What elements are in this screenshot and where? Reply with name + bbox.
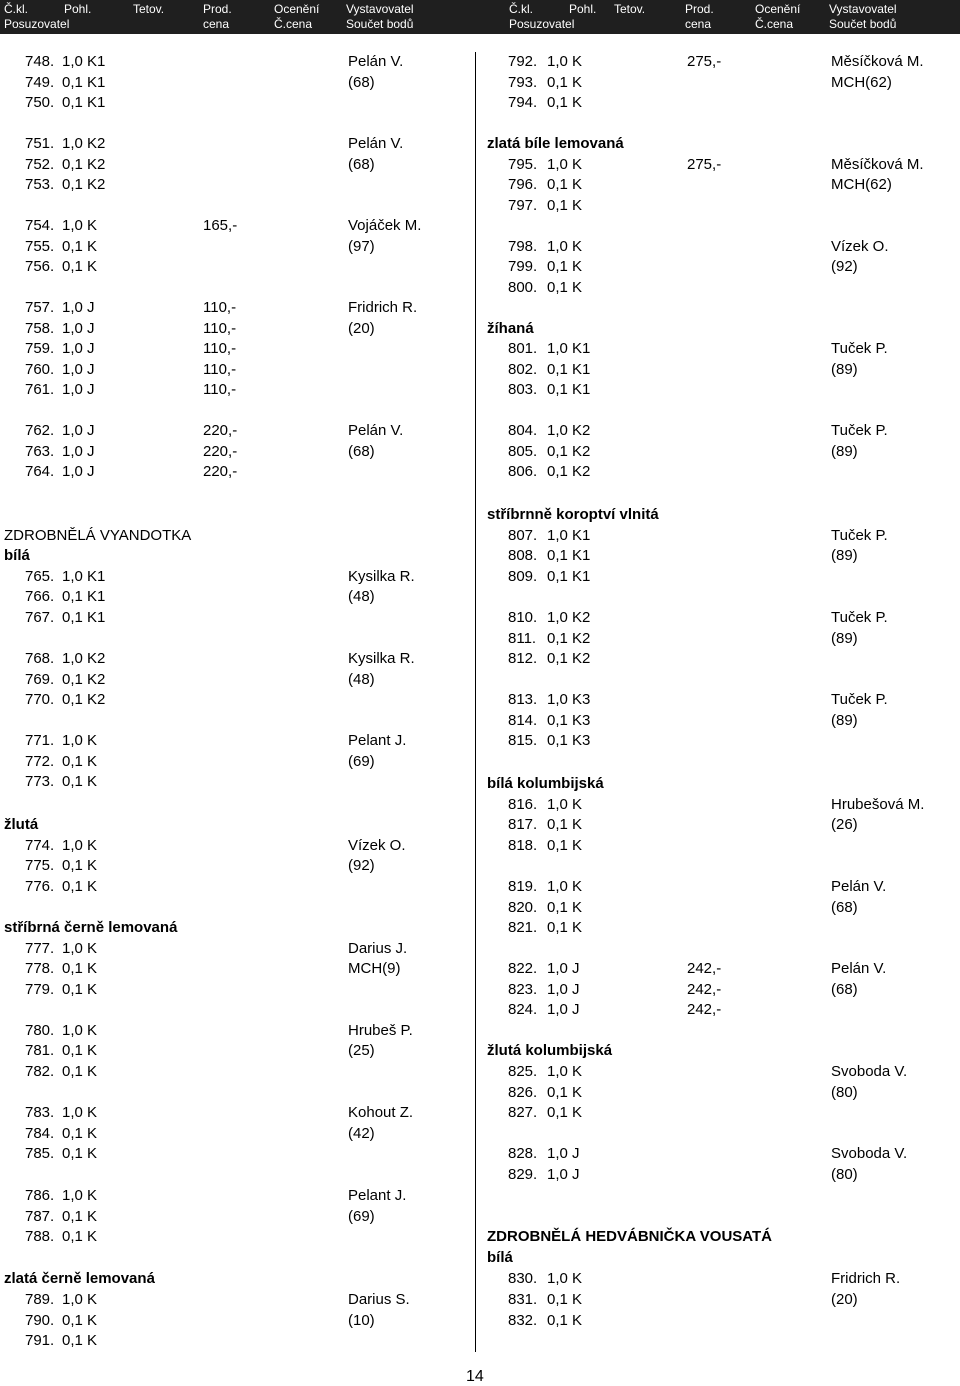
exhibitor-name: (48) (348, 588, 375, 605)
cage-number: 823. (508, 981, 538, 998)
sex-class: 1,0 K1 (62, 568, 106, 585)
exhibitor-name: Kysilka R. (348, 650, 415, 667)
sale-price: 242,- (687, 960, 722, 977)
cage-number: 751. (25, 135, 55, 152)
sex-class: 0,1 K (62, 1125, 98, 1142)
exhibitor-name: Pelán V. (348, 422, 404, 439)
section-heading: žlutá kolumbijská (487, 1042, 613, 1059)
sex-class: 0,1 K2 (547, 630, 591, 647)
cage-number: 811. (508, 630, 537, 647)
exhibitor-name: MCH(62) (831, 74, 892, 91)
sex-class: 0,1 K (62, 1228, 98, 1245)
section-heading: stříbrná černě lemovaná (4, 919, 178, 936)
sex-class: 0,1 K (62, 238, 98, 255)
exhibitor-name: Svoboda V. (831, 1145, 908, 1162)
cage-number: 759. (25, 340, 55, 357)
cage-number: 816. (508, 796, 538, 813)
exhibitor-name: Měsíčková M. (831, 156, 924, 173)
column-divider (475, 52, 476, 1352)
cage-number: 817. (508, 816, 538, 833)
cage-number: 771. (25, 732, 55, 749)
cage-number: 827. (508, 1104, 538, 1121)
sex-class: 1,0 K (547, 53, 583, 70)
exhibitor-name: Tuček P. (831, 691, 888, 708)
exhibitor-name: Tuček P. (831, 609, 888, 626)
sex-class: 0,1 K (547, 279, 583, 296)
cage-number: 762. (25, 422, 55, 439)
exhibitor-name: Vízek O. (831, 238, 889, 255)
sex-class: 1,0 J (62, 443, 95, 460)
header-label: Ocenění (274, 2, 320, 16)
cage-number: 749. (25, 74, 55, 91)
cage-number: 776. (25, 878, 55, 895)
section-heading: bílá kolumbijská (487, 775, 604, 792)
sex-class: 0,1 K (62, 1145, 98, 1162)
cage-number: 828. (508, 1145, 538, 1162)
cage-number: 820. (508, 899, 538, 916)
exhibitor-name: Kysilka R. (348, 568, 415, 585)
exhibitor-name: Pelán V. (831, 960, 887, 977)
sex-class: 0,1 K (62, 960, 98, 977)
cage-number: 753. (25, 176, 55, 193)
sex-class: 0,1 K3 (547, 732, 591, 749)
exhibitor-name: Tuček P. (831, 340, 888, 357)
exhibitor-name: (69) (348, 753, 375, 770)
exhibitor-name: Pelán V. (348, 135, 404, 152)
cage-number: 785. (25, 1145, 55, 1162)
sex-class: 0,1 K2 (62, 691, 106, 708)
exhibitor-name: Kohout Z. (348, 1104, 414, 1121)
sex-class: 1,0 J (62, 320, 95, 337)
sex-class: 0,1 K (547, 197, 583, 214)
section-heading: zlatá černě lemovaná (4, 1270, 155, 1287)
exhibitor-name: (68) (348, 156, 375, 173)
header-label: Tetov. (614, 2, 646, 16)
header-label: Č.kl. (4, 2, 28, 16)
exhibitor-name: (20) (348, 320, 375, 337)
cage-number: 831. (508, 1291, 538, 1308)
sex-class: 1,0 K (62, 217, 98, 234)
cage-number: 810. (508, 609, 538, 626)
sex-class: 1,0 K (547, 878, 583, 895)
sex-class: 0,1 K1 (547, 568, 591, 585)
sale-price: 275,- (687, 156, 722, 173)
page-number: 14 (466, 1368, 484, 1385)
section-heading: stříbrnně koroptví vlnitá (487, 506, 659, 523)
sex-class: 1,0 K2 (547, 422, 591, 439)
cage-number: 813. (508, 691, 538, 708)
cage-number: 798. (508, 238, 538, 255)
exhibitor-name: Pelán V. (348, 53, 404, 70)
cage-number: 799. (508, 258, 538, 275)
cage-number: 766. (25, 588, 55, 605)
exhibitor-name: (92) (831, 258, 858, 275)
cage-number: 797. (508, 197, 538, 214)
sex-class: 1,0 J (547, 981, 580, 998)
cage-number: 789. (25, 1291, 55, 1308)
column-header-bar (0, 0, 960, 34)
sale-price: 110,- (203, 340, 237, 357)
exhibitor-name: (89) (831, 712, 858, 729)
cage-number: 781. (25, 1042, 55, 1059)
sex-class: 1,0 K (62, 1291, 98, 1308)
header-label: Ocenění (755, 2, 801, 16)
sex-class: 1,0 K (62, 1022, 98, 1039)
exhibitor-name: MCH(62) (831, 176, 892, 193)
header-label: cena (685, 17, 712, 31)
header-label: Vystavovatel (829, 2, 897, 16)
sale-price: 242,- (687, 1001, 722, 1018)
header-label: Součet bodů (346, 17, 414, 31)
exhibitor-name: (89) (831, 547, 858, 564)
cage-number: 777. (25, 940, 55, 957)
sex-class: 0,1 K (547, 1104, 583, 1121)
exhibitor-name: Vízek O. (348, 837, 406, 854)
sex-class: 1,0 J (547, 1145, 580, 1162)
sex-class: 0,1 K (62, 857, 98, 874)
sex-class: 1,0 J (62, 340, 95, 357)
cage-number: 764. (25, 463, 55, 480)
section-heading: ZDROBNĚLÁ HEDVÁBNIČKA VOUSATÁ (487, 1228, 772, 1245)
cage-number: 814. (508, 712, 538, 729)
cage-number: 822. (508, 960, 538, 977)
cage-number: 830. (508, 1270, 538, 1287)
cage-number: 824. (508, 1001, 538, 1018)
exhibitor-name: Darius S. (348, 1291, 410, 1308)
cage-number: 757. (25, 299, 55, 316)
cage-number: 752. (25, 156, 55, 173)
cage-number: 760. (25, 361, 55, 378)
cage-number: 812. (508, 650, 538, 667)
cage-number: 826. (508, 1084, 538, 1101)
sex-class: 0,1 K2 (547, 650, 591, 667)
exhibitor-name: (89) (831, 443, 858, 460)
sex-class: 1,0 K1 (547, 527, 591, 544)
cage-number: 779. (25, 981, 55, 998)
sex-class: 1,0 K2 (547, 609, 591, 626)
cage-number: 773. (25, 773, 55, 790)
sex-class: 1,0 K (547, 238, 583, 255)
cage-number: 782. (25, 1063, 55, 1080)
sex-class: 0,1 K (547, 1084, 583, 1101)
exhibitor-name: (48) (348, 671, 375, 688)
sex-class: 0,1 K (547, 816, 583, 833)
exhibitor-name: Pelán V. (831, 878, 887, 895)
cage-number: 800. (508, 279, 538, 296)
cage-number: 825. (508, 1063, 538, 1080)
sex-class: 0,1 K (62, 753, 98, 770)
sex-class: 1,0 K (547, 156, 583, 173)
sex-class: 1,0 K2 (62, 135, 106, 152)
sex-class: 1,0 K (62, 732, 98, 749)
header-label: cena (203, 17, 230, 31)
sex-class: 1,0 K (547, 796, 583, 813)
cage-number: 758. (25, 320, 55, 337)
sex-class: 1,0 J (62, 361, 95, 378)
cage-number: 795. (508, 156, 538, 173)
exhibitor-name: Fridrich R. (831, 1270, 901, 1287)
sex-class: 0,1 K3 (547, 712, 591, 729)
sex-class: 1,0 K (547, 1063, 583, 1080)
cage-number: 784. (25, 1125, 55, 1142)
header-label: Pohl. (569, 2, 597, 16)
cage-number: 791. (25, 1332, 55, 1349)
exhibitor-name: (68) (348, 443, 375, 460)
cage-number: 808. (508, 547, 538, 564)
cage-number: 792. (508, 53, 538, 70)
cage-number: 807. (508, 527, 538, 544)
cage-number: 756. (25, 258, 55, 275)
sex-class: 0,1 K (62, 1312, 98, 1329)
cage-number: 772. (25, 753, 55, 770)
sex-class: 0,1 K1 (62, 609, 106, 626)
sale-price: 110,- (203, 361, 237, 378)
sex-class: 0,1 K (547, 919, 583, 936)
sale-price: 110,- (203, 320, 237, 337)
sex-class: 1,0 K1 (547, 340, 591, 357)
header-label: Č.cena (274, 17, 313, 31)
exhibitor-name: Svoboda V. (831, 1063, 908, 1080)
sex-class: 1,0 J (62, 463, 95, 480)
sex-class: 0,1 K (547, 74, 583, 91)
section-heading: ZDROBNĚLÁ VYANDOTKA (4, 527, 192, 544)
cage-number: 768. (25, 650, 55, 667)
header-label: Č.kl. (509, 2, 533, 16)
exhibitor-name: Fridrich R. (348, 299, 418, 316)
cage-number: 748. (25, 53, 55, 70)
sale-price: 242,- (687, 981, 722, 998)
cage-number: 829. (508, 1166, 538, 1183)
exhibitor-name: (69) (348, 1208, 375, 1225)
cage-number: 788. (25, 1228, 55, 1245)
sex-class: 0,1 K (62, 981, 98, 998)
exhibitor-name: (10) (348, 1312, 375, 1329)
exhibitor-name: Tuček P. (831, 527, 888, 544)
sex-class: 0,1 K2 (62, 671, 106, 688)
sex-class: 0,1 K (62, 878, 98, 895)
sex-class: 0,1 K (62, 1042, 98, 1059)
sex-class: 0,1 K (547, 258, 583, 275)
section-heading: bílá (487, 1249, 513, 1266)
sex-class: 0,1 K (547, 94, 583, 111)
sex-class: 1,0 J (547, 960, 580, 977)
cage-number: 804. (508, 422, 538, 439)
exhibitor-name: Tuček P. (831, 422, 888, 439)
exhibitor-name: (68) (348, 74, 375, 91)
sex-class: 1,0 J (547, 1166, 580, 1183)
sale-price: 220,- (203, 422, 238, 439)
sex-class: 1,0 J (62, 381, 95, 398)
cage-number: 832. (508, 1312, 538, 1329)
sex-class: 1,0 J (62, 299, 95, 316)
sex-class: 0,1 K1 (547, 361, 591, 378)
exhibitor-name: Vojáček M. (348, 217, 422, 234)
section-heading: žlutá (4, 816, 39, 833)
exhibitor-name: (97) (348, 238, 375, 255)
exhibitor-name: (89) (831, 630, 858, 647)
sex-class: 0,1 K (62, 1332, 98, 1349)
sex-class: 0,1 K (62, 1063, 98, 1080)
cage-number: 774. (25, 837, 55, 854)
sex-class: 0,1 K2 (62, 176, 106, 193)
sex-class: 0,1 K2 (547, 463, 591, 480)
cage-number: 763. (25, 443, 55, 460)
cage-number: 818. (508, 837, 538, 854)
sex-class: 0,1 K2 (62, 156, 106, 173)
sex-class: 0,1 K (547, 176, 583, 193)
exhibitor-name: Pelant J. (348, 1187, 407, 1204)
exhibitor-name: (20) (831, 1291, 858, 1308)
section-heading: bílá (4, 547, 30, 564)
cage-number: 819. (508, 878, 538, 895)
exhibitor-name: (89) (831, 361, 858, 378)
sale-price: 275,- (687, 53, 722, 70)
exhibitor-name: Darius J. (348, 940, 408, 957)
sex-class: 0,1 K2 (547, 443, 591, 460)
exhibitor-name: Měsíčková M. (831, 53, 924, 70)
cage-number: 780. (25, 1022, 55, 1039)
section-heading: žíhaná (487, 320, 534, 337)
exhibitor-name: (80) (831, 1166, 858, 1183)
sale-price: 220,- (203, 443, 238, 460)
sale-price: 165,- (203, 217, 238, 234)
sex-class: 1,0 K3 (547, 691, 591, 708)
section-heading: zlatá bíle lemovaná (487, 135, 624, 152)
sex-class: 1,0 K1 (62, 53, 106, 70)
sex-class: 1,0 J (62, 422, 95, 439)
sex-class: 0,1 K1 (62, 74, 106, 91)
header-label: Prod. (203, 2, 232, 16)
exhibitor-name: (42) (348, 1125, 375, 1142)
header-label: Součet bodů (829, 17, 897, 31)
cage-number: 778. (25, 960, 55, 977)
cage-number: 793. (508, 74, 538, 91)
exhibitor-name: (80) (831, 1084, 858, 1101)
header-label: Tetov. (133, 2, 165, 16)
cage-number: 806. (508, 463, 538, 480)
exhibitor-name: (92) (348, 857, 375, 874)
sex-class: 0,1 K1 (547, 381, 591, 398)
sex-class: 1,0 K (62, 1104, 98, 1121)
sex-class: 0,1 K1 (547, 547, 591, 564)
exhibitor-name: Hrubeš P. (348, 1022, 413, 1039)
cage-number: 794. (508, 94, 538, 111)
header-label: Vystavovatel (346, 2, 414, 16)
exhibitor-name: Pelant J. (348, 732, 407, 749)
sale-price: 220,- (203, 463, 238, 480)
cage-number: 790. (25, 1312, 55, 1329)
sex-class: 0,1 K (547, 1312, 583, 1329)
header-label: Prod. (685, 2, 714, 16)
sex-class: 1,0 K (547, 1270, 583, 1287)
sex-class: 1,0 K (62, 837, 98, 854)
cage-number: 787. (25, 1208, 55, 1225)
sale-price: 110,- (203, 381, 237, 398)
sex-class: 1,0 K (62, 1187, 98, 1204)
cage-number: 805. (508, 443, 538, 460)
exhibitor-name: (26) (831, 816, 858, 833)
header-label: Č.cena (755, 17, 794, 31)
cage-number: 783. (25, 1104, 55, 1121)
sex-class: 0,1 K (62, 773, 98, 790)
cage-number: 769. (25, 671, 55, 688)
cage-number: 796. (508, 176, 538, 193)
cage-number: 767. (25, 609, 55, 626)
sex-class: 0,1 K1 (62, 94, 106, 111)
sex-class: 0,1 K (62, 258, 98, 275)
cage-number: 765. (25, 568, 55, 585)
header-label: Posuzovatel (509, 17, 575, 31)
sex-class: 0,1 K1 (62, 588, 106, 605)
sex-class: 0,1 K (547, 1291, 583, 1308)
header-label: Posuzovatel (4, 17, 70, 31)
cage-number: 754. (25, 217, 55, 234)
header-label: Pohl. (64, 2, 92, 16)
cage-number: 750. (25, 94, 55, 111)
sex-class: 0,1 K (547, 837, 583, 854)
cage-number: 802. (508, 361, 538, 378)
cage-number: 755. (25, 238, 55, 255)
exhibitor-name: (68) (831, 981, 858, 998)
cage-number: 770. (25, 691, 55, 708)
sex-class: 1,0 J (547, 1001, 580, 1018)
exhibitor-name: Hrubešová M. (831, 796, 925, 813)
sex-class: 0,1 K (547, 899, 583, 916)
exhibitor-name: (25) (348, 1042, 375, 1059)
exhibitor-name: MCH(9) (348, 960, 401, 977)
cage-number: 821. (508, 919, 538, 936)
cage-number: 809. (508, 568, 538, 585)
cage-number: 786. (25, 1187, 55, 1204)
sale-price: 110,- (203, 299, 237, 316)
exhibitor-name: (68) (831, 899, 858, 916)
cage-number: 775. (25, 857, 55, 874)
sex-class: 1,0 K (62, 940, 98, 957)
sex-class: 1,0 K2 (62, 650, 106, 667)
cage-number: 803. (508, 381, 538, 398)
cage-number: 761. (25, 381, 55, 398)
sex-class: 0,1 K (62, 1208, 98, 1225)
cage-number: 801. (508, 340, 538, 357)
cage-number: 815. (508, 732, 538, 749)
